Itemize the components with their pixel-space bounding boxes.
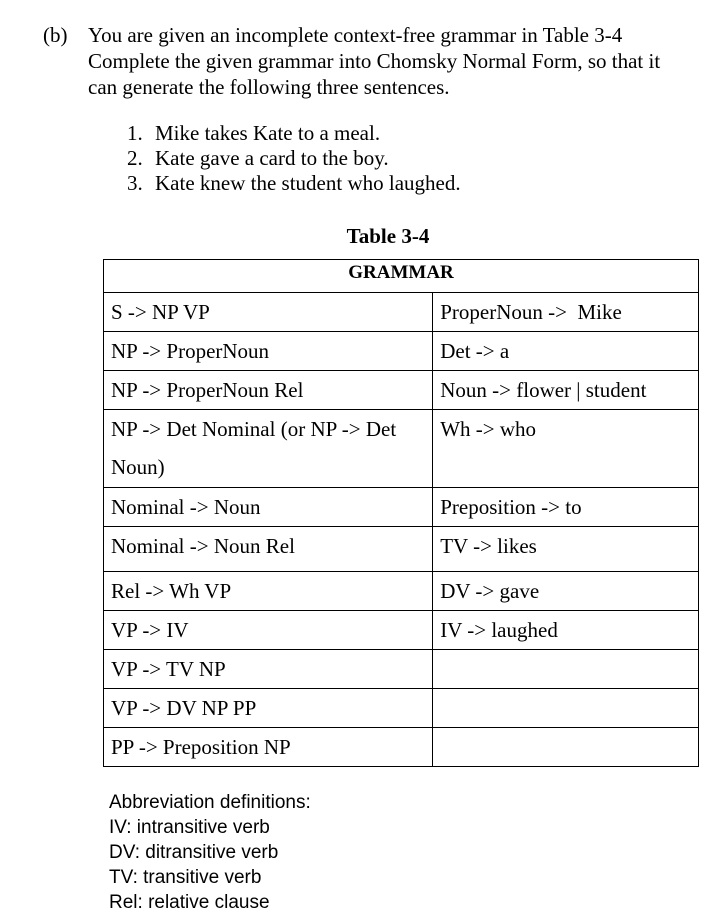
rule-right: Wh -> who — [433, 410, 699, 488]
rule-right: TV -> likes — [433, 527, 699, 572]
abbreviation-title: Abbreviation definitions: — [109, 792, 311, 813]
rule-left-line: Noun) — [111, 455, 165, 479]
rule-right: ProperNoun -> Mike — [433, 293, 699, 332]
rule-right: Noun -> flower | student — [433, 371, 699, 410]
rule-right — [433, 728, 699, 767]
rule-right: IV -> laughed — [433, 611, 699, 650]
rule-right — [433, 689, 699, 728]
rule-left: PP -> Preposition NP — [104, 728, 433, 767]
table-row — [104, 293, 699, 332]
rule-left: VP -> IV — [104, 611, 433, 650]
rule-left: VP -> TV NP — [104, 650, 433, 689]
abbreviation-item: Rel: relative clause — [109, 892, 270, 913]
sentence-number: 3. — [127, 171, 143, 195]
question-label: (b) — [43, 23, 68, 47]
table-row — [104, 410, 699, 488]
sentence-text: Mike takes Kate to a meal. — [155, 121, 381, 145]
question-line: You are given an incomplete context-free grammar in Table 3-4 — [88, 23, 623, 47]
sentence-number: 2. — [127, 146, 143, 170]
rule-right: DV -> gave — [433, 572, 699, 611]
table-row — [104, 611, 699, 650]
sentence-text: Kate gave a card to the boy. — [155, 146, 389, 170]
question-text — [88, 22, 703, 100]
rule-left: Rel -> Wh VP — [104, 572, 433, 611]
sentence-list — [127, 121, 461, 196]
table-row — [104, 650, 699, 689]
question-line: Complete the given grammar into Chomsky Normal Form, so that it — [88, 49, 661, 73]
rule-left: Nominal -> Noun — [104, 488, 433, 527]
sentence-text: Kate knew the student who laughed. — [155, 171, 461, 195]
table-row — [104, 332, 699, 371]
table-row — [104, 689, 699, 728]
grammar-header: GRAMMAR — [104, 260, 699, 293]
table-row — [104, 728, 699, 767]
rule-right — [433, 650, 699, 689]
sentence-item — [127, 146, 461, 171]
sentence-number: 1. — [127, 121, 143, 145]
rule-left: NP -> ProperNoun Rel — [104, 371, 433, 410]
sentence-item — [127, 121, 461, 146]
table-caption: Table 3-4 — [346, 224, 430, 248]
sentence-item — [127, 171, 461, 196]
grammar-table — [103, 259, 699, 767]
table-row — [104, 488, 699, 527]
rule-left: NP -> ProperNoun — [104, 332, 433, 371]
abbreviation-item: TV: transitive verb — [109, 867, 262, 888]
abbreviation-item: IV: intransitive verb — [109, 817, 270, 838]
table-row — [104, 371, 699, 410]
rule-left-line: NP -> Det Nominal (or NP -> Det — [111, 417, 397, 441]
rule-left — [104, 410, 433, 488]
rule-right: Det -> a — [433, 332, 699, 371]
table-row — [104, 527, 699, 572]
rule-left: Nominal -> Noun Rel — [104, 527, 433, 572]
table-row — [104, 572, 699, 611]
abbreviation-item: DV: ditransitive verb — [109, 842, 279, 863]
question-line: can generate the following three sentences. — [88, 75, 450, 99]
rule-left: S -> NP VP — [104, 293, 433, 332]
rule-left: VP -> DV NP PP — [104, 689, 433, 728]
abbreviation-block — [109, 790, 311, 915]
rule-right: Preposition -> to — [433, 488, 699, 527]
